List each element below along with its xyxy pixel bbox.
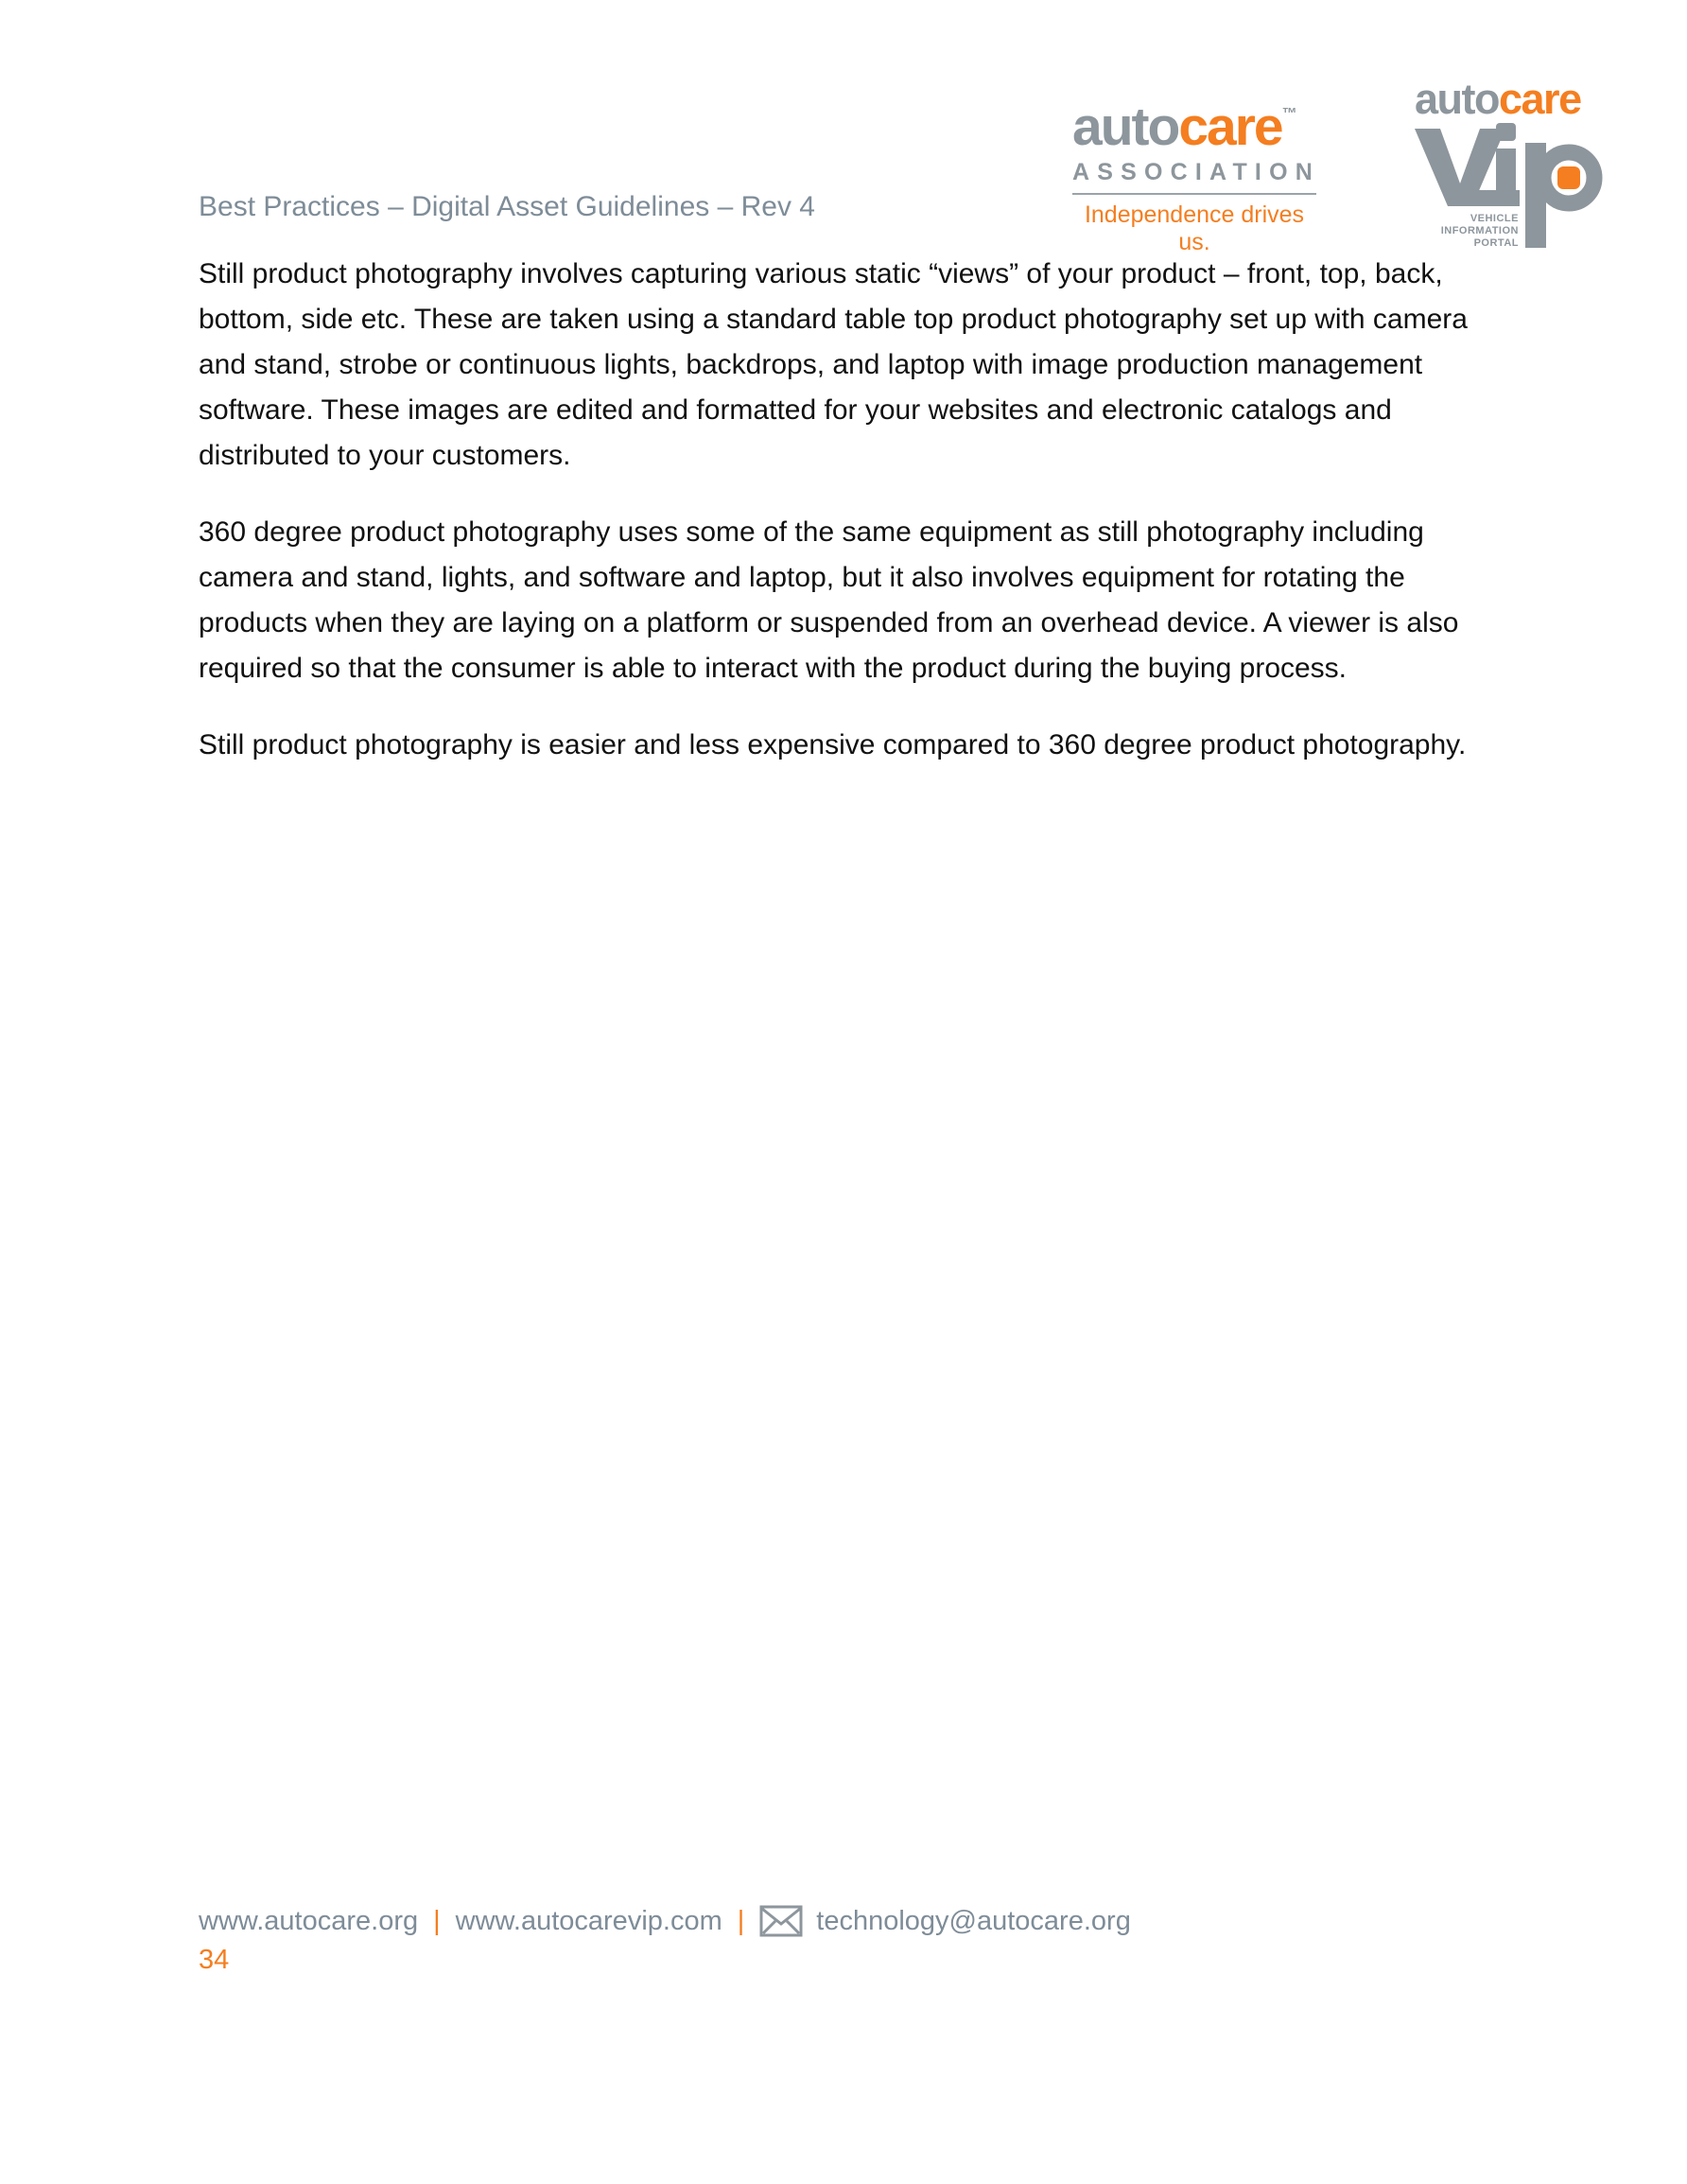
footer-separator-2: | (737, 1906, 745, 1936)
autocare-vip-logo (1415, 75, 1609, 248)
vip-autocare-wordmark (1415, 75, 1609, 123)
footer-separator-1: | (433, 1906, 441, 1936)
vip-caption-information: INFORMATION (1440, 225, 1519, 236)
autocare-wordmark (1072, 96, 1324, 157)
footer-links-row (199, 1904, 1131, 1938)
vip-orange-square (1557, 166, 1580, 189)
paragraph-comparison: Still product photography is easier and less expensive compared to 360 degree product photography. (199, 729, 1467, 760)
autocarevip-com-link[interactable]: www.autocarevip.com (455, 1906, 722, 1936)
page-number: 34 (199, 1945, 230, 1975)
envelope-icon (759, 1905, 803, 1937)
paragraph-360-photography: 360 degree product photography uses some of the same equipment as still photography including camera and stand, lights, and software and laptop, but it also involves equipment for rotating the products when they are laying on a platform or suspended from an overhead device. A viewer is also required so that the consumer is able to interact with the product during the buying process. (199, 516, 1459, 684)
document-header-title: Best Practices – Digital Asset Guidelines – Rev 4 (199, 191, 815, 222)
paragraph-still-photography: Still product photography involves capturing various static “views” of your product – front, top, back, bottom, side etc. These are taken using a standard table top product photography set up with camera and stand, strobe or continuous lights, backdrops, and laptop with image production management software. These images are edited and formatted for your websites and electronic catalogs and distributed to your customers. (199, 258, 1468, 471)
vip-word-care: care (1499, 75, 1581, 123)
autocare-word-auto: auto (1072, 96, 1179, 157)
autocare-word-care: care (1178, 96, 1282, 157)
autocare-association-logo (1072, 96, 1324, 256)
vip-caption-vehicle: VEHICLE (1470, 213, 1519, 224)
vip-caption-portal: PORTAL (1473, 237, 1519, 248)
autocare-org-link[interactable]: www.autocare.org (199, 1906, 419, 1936)
association-label: ASSOCIATION (1072, 159, 1320, 185)
trademark-symbol: ™ (1281, 106, 1297, 122)
association-tagline: Independence drives us. (1084, 201, 1305, 255)
page-footer (199, 1904, 1131, 1977)
vip-word-auto: auto (1415, 75, 1499, 123)
vip-monogram-icon (1415, 123, 1609, 248)
association-divider (1072, 193, 1316, 195)
technology-email-link[interactable]: technology@autocare.org (816, 1906, 1131, 1936)
document-body (199, 252, 1488, 799)
